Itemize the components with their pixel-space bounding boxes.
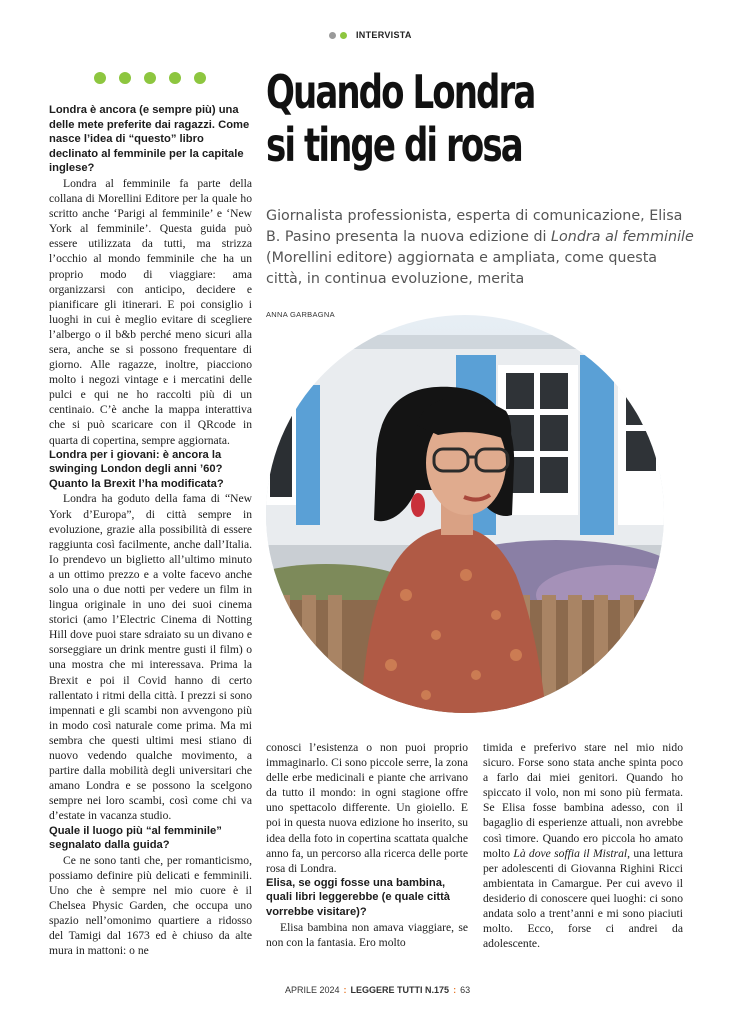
footer-separator: :: [453, 985, 457, 995]
title-line-2: si tinge di rosa: [266, 118, 522, 172]
green-dot-icon: [169, 72, 181, 84]
answer-4-continued: [483, 740, 683, 951]
answer-3: Ce ne sono tanti che, per romanticismo, possiamo definire più delicati e femminili. Uno che è sempre nel mio cuore è il Chelsea Physic Garden, che occupa uno spazio nell’omonimo quartiere a ridosso del Tamigi dal 1673 ed è chiuso da alte mura in mattoni: o ne: [49, 853, 252, 958]
issue-date: APRILE 2024: [285, 985, 340, 995]
section-header: [329, 30, 412, 40]
question-4: Elisa, se oggi fosse una bambina, quali libri leggerebbe (e quale città vorrebbe visitare)?: [266, 876, 451, 919]
article-title: [266, 66, 592, 172]
answer-3-continued: conosci l’esistenza o non puoi proprio immaginarlo. Ci sono piccole serre, la zona delle erbe medicinali e piante che arrivano da tutto il mondo: in ogni stagione offre uno spettacolo differente. Un gioiello. E poi in questa nuova edizione ho inserito, su idea della foto in copertina scattata qualche anno fa, un percorso alla ricerca delle porte rosa di Londra.: [266, 741, 468, 875]
question-2: Londra per i giovani: è ancora la swinging London degli anni ’60? Quanto la Brexit l’ha modificata?: [49, 448, 224, 490]
answer-2: Londra ha goduto della fama di “New York d’Europa”, di città sempre in evoluzione, grazie alla possibilità di essere raggiunta così facilmente, anche dall’Italia. Io prendevo un biglietto all’ultimo minuto a un ottimo prezzo e a volte facevo anche solo una o due notti per vedere un film in lingua originale in uno dei suoi cinema storici (amo l’Electric Cinema di Notting Hill dove puoi stare sdraiato su un divano e sorseggiare un drink mentre gusti il film) o una mostra che mi interessava. Prima la Brexit e poi il Covid hanno di certo rallentato i ritmi della città. I prezzi si sono impennati e gli scambi non avvengono più in modo così naturale come prima. Ma mi sembra che questi ultimi mesi stiano di nuovo vedendo qualche movimento, a partire dalla mobilità degli universitari che amano Londra e se possono la scelgono sempre nei loro scambi, così come chi va d’estate in vacanza studio.: [49, 492, 252, 823]
answer-4: Elisa bambina non amava viaggiare, se non con la fantasia. Ero molto: [266, 920, 468, 949]
decorative-dots: [94, 72, 206, 84]
title-line-1: Quando Londra: [266, 65, 535, 119]
answer-4-text-end: , una lettura per adolescenti di Giovanna Righini Ricci ambientata in Camargue. Per cui avevo il desiderio di conoscere quei luoghi: ci sono andata solo a trent’anni e mi sono piaciuti molto. Ecco, forse ci andrei da adolescente.: [483, 846, 684, 951]
question-3: Quale il luogo più “al femminile” segnalato dalla guida?: [49, 824, 222, 852]
article-lead: [266, 206, 696, 290]
answer-4-text: timida e preferivo stare nel mio nido sicuro. Forse sono stata anche spinta poco a farlo dai miei genitori. Quando ho spiccato il volo, non mi sono più fermata. Se Elisa fosse bambina adesso, con il bagaglio di esperienze attuali, non avrebbe così timore. Quando ero piccola ho amato molto: [483, 741, 683, 860]
green-dot-icon: [144, 72, 156, 84]
green-dot-icon: [194, 72, 206, 84]
page-number: 63: [460, 985, 471, 995]
column-3: [483, 740, 683, 951]
page-footer: [285, 985, 470, 995]
green-dot-icon: [119, 72, 131, 84]
section-label: INTERVISTA: [356, 30, 412, 40]
green-dot-icon: [340, 32, 347, 39]
author-portrait-photo: [266, 315, 664, 713]
lead-text-end: (Morellini editore) aggiornata e ampliata, come questa città, in continua evoluzione, merita: [266, 250, 658, 287]
footer-separator: :: [343, 985, 347, 995]
book-title: Là dove soffia il Mistral: [513, 846, 628, 860]
lead-book-title: Londra al femminile: [551, 229, 694, 245]
answer-1: Londra al femminile fa parte della collana di Morellini Editore per la quale ho scritto anche ‘Parigi al femminile’ e ‘New York al femminile’. Questa guida può essere utilizzata da tutti, ma strizza l’occhio al mondo femminile che ha un proprio modo di viaggiare: ama organizzarsi con anticipo, decidere e pianificare gli itinerari. E poi consiglio i luoghi in cui è meglio evitare di scegliere l’albergo o il b&b perché meno sicuri alla sera, anche se si possono frequentare di giorno. Alle ragazze, inoltre, piacciono molto i negozi vintage e i mercatini delle pulci e qui ne ho raccolti più di un centinaio. C’è anche la mappa interattiva che si può scaricare con il QRcode in quarta di copertina, sempre aggiornata.: [49, 176, 252, 447]
green-dot-icon: [94, 72, 106, 84]
grey-dot-icon: [329, 32, 336, 39]
magazine-name: LEGGERE TUTTI N.175: [350, 985, 450, 995]
question-1: Londra è ancora (e sempre più) una delle mete preferite dai ragazzi. Come nasce l’idea di “questo” libro declinato al femminile per la capitale inglese?: [49, 104, 250, 175]
column-2: [266, 740, 468, 950]
lead-text: Giornalista professionista, esperta di comunicazione, Elisa B. Pasino presenta la nuova edizione di: [266, 208, 683, 245]
author-byline: ANNA GARBAGNA: [266, 310, 335, 319]
column-1: [49, 103, 252, 958]
